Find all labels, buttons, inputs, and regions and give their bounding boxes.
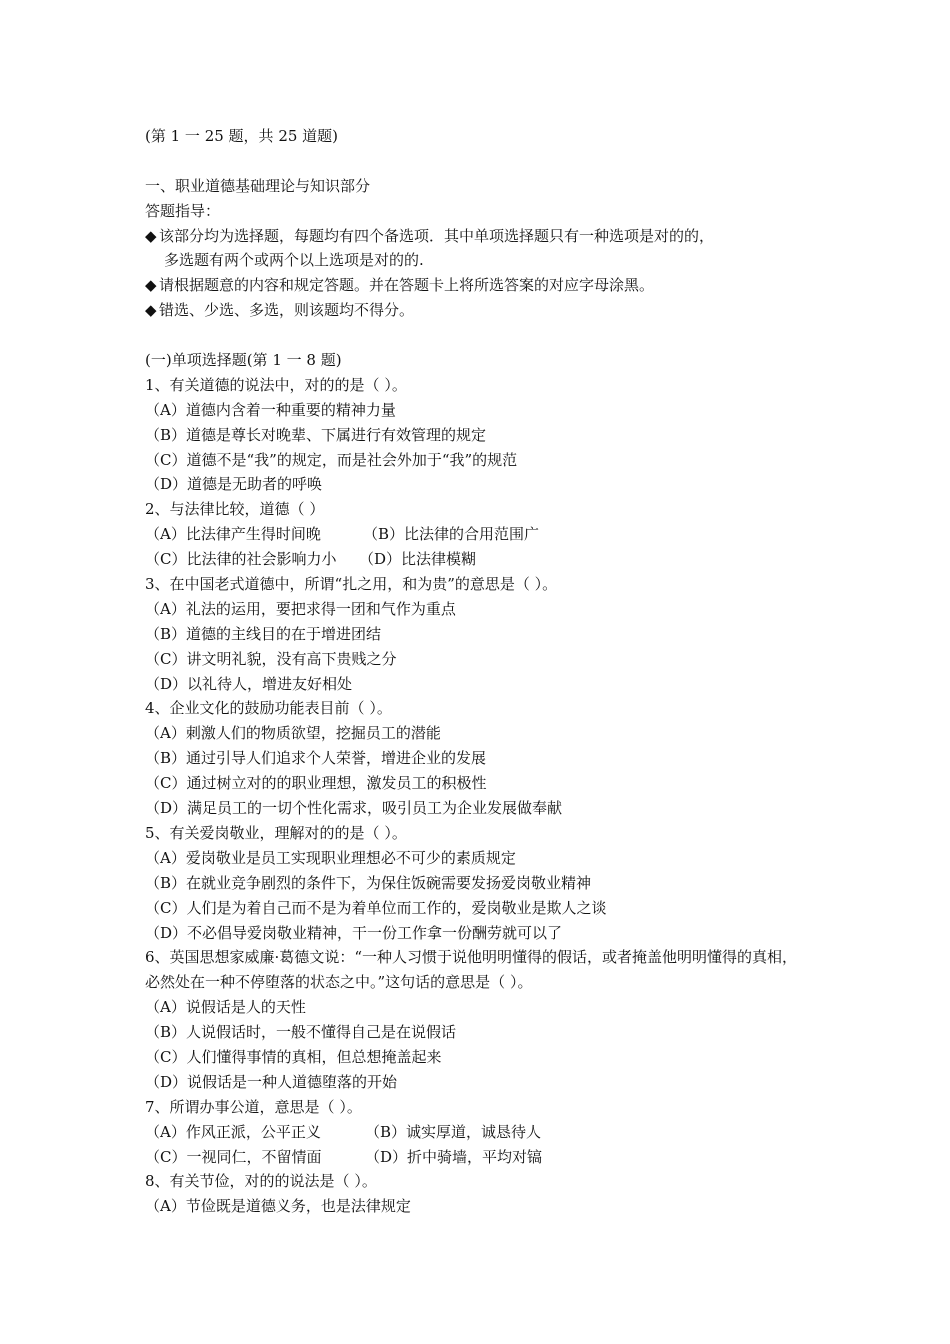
question-stem: 6、英国思想家威廉·葛德文说：“一种人习惯于说他明明懂得的假话，或者掩盖他明明懂得的真相，必然处在一种不停堕落的状态之中。”这句话的意思是（ ）。 — [145, 948, 797, 992]
diamond-bullet-icon: ◆ — [145, 226, 157, 245]
spacer — [145, 323, 845, 348]
instruction-text: 该部分均为选择题，每题均有四个备选项．其中单项选择题只有一种选项是对的的， — [159, 226, 715, 245]
answer-option: （C）人们懂得事情的真相，但总想掩盖起来 — [145, 1047, 442, 1066]
answer-option: （C）比法律的社会影响力小 — [145, 550, 337, 569]
instruction-item — [145, 224, 845, 249]
answer-option: （A）说假话是人的天性 — [145, 998, 306, 1017]
instruction-text: 请根据题意的内容和规定答题。并在答题卡上将所选答案的对应字母涂黑。 — [159, 276, 655, 295]
answer-option: （B）通过引导人们追求个人荣誉，增进企业的发展 — [145, 749, 487, 768]
answer-option: （C）人们是为着自己而不是为着单位而工作的，爱岗敬业是欺人之谈 — [145, 898, 607, 917]
answer-option: （D）不必倡导爱岗敬业精神，干一份工作拿一份酬劳就可以了 — [145, 923, 563, 942]
spacer — [145, 149, 845, 174]
answer-option: （D）道德是无助者的呼唤 — [145, 475, 323, 494]
instructions-title: 答题指导： — [145, 201, 221, 220]
answer-option: （A）礼法的运用，要把求得一团和气作为重点 — [145, 599, 456, 618]
answer-option: （D）满足员工的一切个性化需求，吸引员工为企业发展做奉献 — [145, 799, 563, 818]
answer-option: （D）说假话是一种人道德堕落的开始 — [145, 1072, 398, 1091]
answer-option-row — [145, 1120, 845, 1145]
diamond-bullet-icon: ◆ — [145, 276, 157, 295]
answer-option: （D）折中骑墙，平均对镐 — [365, 1147, 543, 1166]
answer-option: （A）比法律产生得时间晚 — [145, 525, 321, 544]
answer-option: （D）比法律模糊 — [359, 550, 477, 569]
answer-option: （C）讲文明礼貌，没有高下贵贱之分 — [145, 649, 397, 668]
question-stem: 2、与法律比较，道德（ ） — [145, 500, 325, 519]
instruction-continuation: 多选题有两个或两个以上选项是对的的. — [164, 251, 424, 270]
question-stem: 8、有关节俭，对的的说法是（ ）。 — [145, 1172, 377, 1191]
section-title: 一、职业道德基础理论与知识部分 — [145, 176, 371, 195]
answer-option-row — [145, 547, 845, 572]
answer-option: （A）作风正派，公平正义 — [145, 1122, 321, 1141]
answer-option-row — [145, 522, 845, 547]
question-stem: 3、在中国老式道德中，所谓“扎之用，和为贵”的意思是（ ）。 — [145, 575, 558, 594]
answer-option: （C）通过树立对的的职业理想，激发员工的积极性 — [145, 774, 487, 793]
subsection-title: (一)单项选择题(第 1 一 8 题) — [145, 351, 342, 370]
answer-option: （B）人说假话时，一般不懂得自己是在说假话 — [145, 1023, 457, 1042]
answer-option: （A）道德内含着一种重要的精神力量 — [145, 400, 396, 419]
answer-option: （C）一视同仁，不留情面 — [145, 1147, 322, 1166]
answer-option: （A）爱岗敬业是员工实现职业理想必不可少的素质规定 — [145, 848, 516, 867]
answer-option: （B）在就业竞争剧烈的条件下，为保住饭碗需要发扬爱岗敬业精神 — [145, 873, 592, 892]
answer-option: （A）节俭既是道德义务，也是法律规定 — [145, 1197, 411, 1216]
question-stem: 4、企业文化的鼓励功能表目前（ ）。 — [145, 699, 392, 718]
question-stem: 1、有关道德的说法中，对的的是（ ）。 — [145, 375, 407, 394]
instruction-item — [145, 273, 845, 298]
instruction-text: 错选、少选、多选，则该题均不得分。 — [159, 301, 415, 320]
answer-option: （C）道德不是“我”的规定，而是社会外加于“我”的规范 — [145, 450, 518, 469]
answer-option: （B）道德的主线目的在于增进团结 — [145, 624, 382, 643]
diamond-bullet-icon: ◆ — [145, 301, 157, 320]
answer-option-row — [145, 1145, 845, 1170]
answer-option: （D）以礼待人，增进友好相处 — [145, 674, 353, 693]
answer-option: （B）道德是尊长对晚辈、下属进行有效管理的规定 — [145, 425, 487, 444]
instruction-item — [145, 298, 845, 323]
answer-option: （B）诚实厚道，诚恳待人 — [365, 1122, 542, 1141]
answer-option: （A）刺激人们的物质欲望，挖掘员工的潜能 — [145, 724, 441, 743]
answer-option: （B）比法律的合用范围广 — [363, 525, 540, 544]
document-body — [145, 124, 845, 1219]
exam-header: (第 1 一 25 题，共 25 道题) — [145, 127, 339, 145]
question-stem: 7、所谓办事公道，意思是（ ）。 — [145, 1097, 362, 1116]
question-stem: 5、有关爱岗敬业，理解对的的是（ ）。 — [145, 823, 407, 842]
